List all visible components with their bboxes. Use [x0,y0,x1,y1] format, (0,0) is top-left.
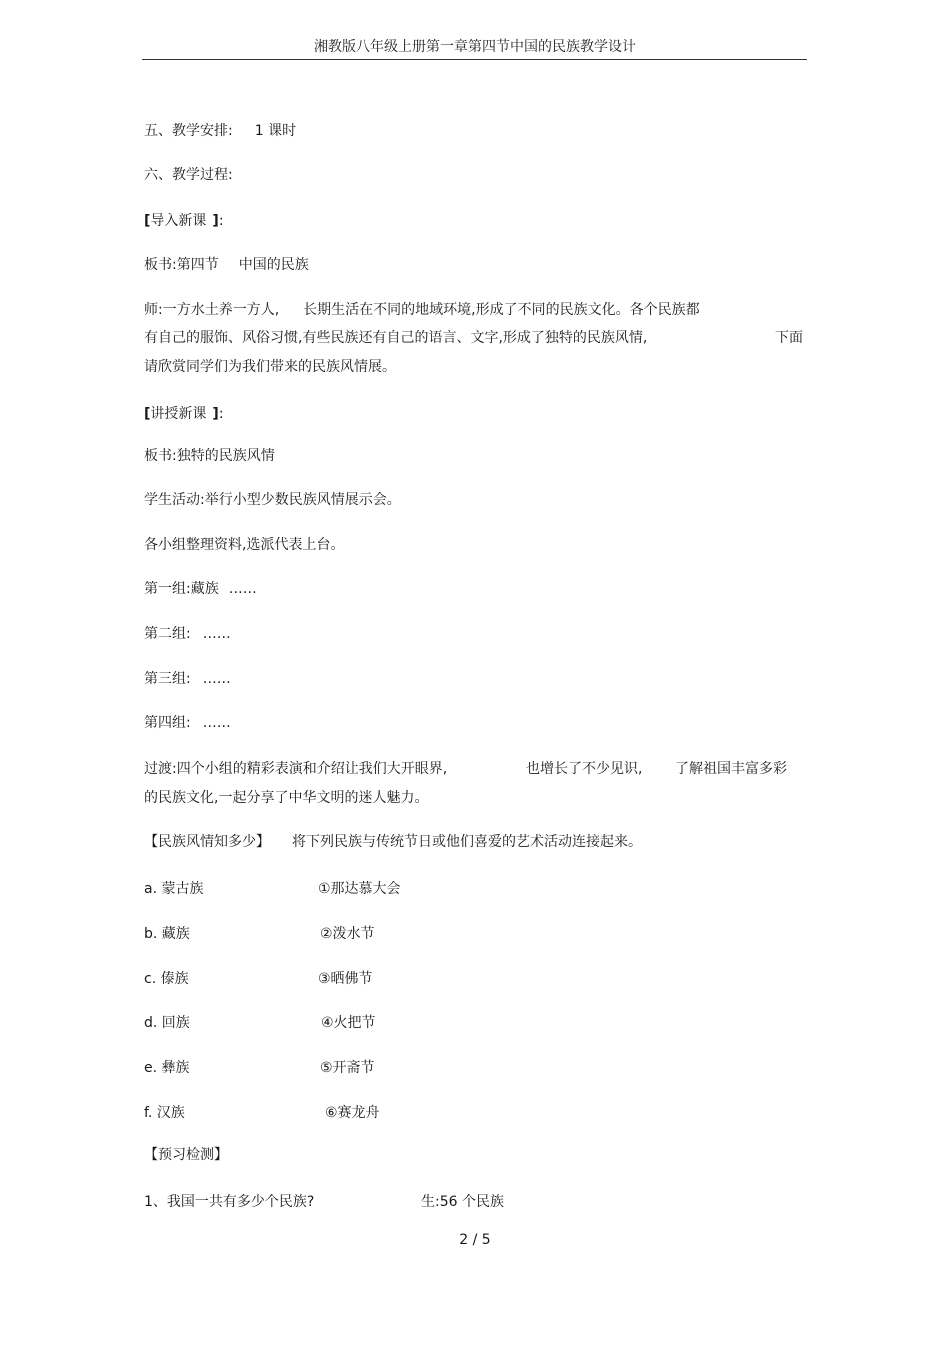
new-lesson-heading-text: 讲授新课 [150,406,207,422]
group-4-label: 第四组: [144,715,191,731]
group-2-line [144,624,231,644]
teaching-process-heading: 六、教学过程: [144,167,233,183]
intro-section-heading [144,211,224,231]
match-right-2: ②泼水节 [320,926,375,942]
intro-heading-text: 导入新课 [150,213,207,229]
group-2-label: 第二组: [144,626,191,642]
match-left-c: c. 傣族 [144,971,189,987]
match-right-5: ⑤开斋节 [320,1060,375,1076]
ethnic-customs-quiz-line [144,832,642,852]
group-3-ellipsis: …… [202,671,231,687]
match-right-1: ①那达慕大会 [318,881,401,897]
group-4-ellipsis: …… [202,715,231,731]
bracket-close: ] [212,213,219,229]
preview-check-heading: 【预习检测】 [144,1147,228,1163]
match-right-6: ⑥赛龙舟 [325,1105,380,1121]
student-activity-line: 学生活动:举行小型少数民族风情展示会。 [144,492,401,508]
match-right-3: ③晒佛节 [318,971,373,987]
match-left-f: f. 汉族 [144,1105,185,1121]
match-left-b: b. 藏族 [144,926,190,942]
match-left-e: e. 彝族 [144,1060,190,1076]
match-left-a: a. 蒙古族 [144,881,204,897]
schedule-label: 五、教学安排: [144,123,233,139]
match-right-4: ④火把节 [321,1015,376,1031]
teacher-speech-c: 有自己的服饰、风俗习惯,有些民族还有自己的语言、文字,形成了独特的民族风情, [144,330,648,346]
transition-b: 也增长了不少见识, [526,761,643,777]
teaching-schedule-line [144,121,296,141]
group-1-ellipsis: …… [228,581,257,597]
blackboard-title: 中国的民族 [238,257,309,273]
blackboard-line-2: 板书:独特的民族风情 [144,448,275,464]
quiz-heading: 【民族风情知多少】 [144,834,270,850]
teacher-speech-d: 下面 [775,330,803,346]
quiz-instruction: 将下列民族与传统节日或他们喜爱的艺术活动连接起来。 [292,834,642,850]
group-3-label: 第三组: [144,671,191,687]
answer-1: 生:56 个民族 [421,1194,504,1210]
group-2-ellipsis: …… [202,626,231,642]
group-4-line [144,713,231,733]
bracket-open: [ [144,406,151,422]
schedule-value: 1 课时 [254,123,297,139]
transition-line-2: 的民族文化,一起分享了中华文明的迷人魅力。 [144,790,429,806]
blackboard-line-1 [144,255,309,275]
transition-c: 了解祖国丰富多彩 [675,761,787,777]
new-lesson-heading [144,404,224,424]
page-header-title: 湘教版八年级上册第一章第四节中国的民族教学设计 [314,39,636,55]
transition-a: 过渡:四个小组的精彩表演和介绍让我们大开眼界, [144,761,448,777]
group-1-line [144,579,257,599]
groups-prepare-line: 各小组整理资料,选派代表上台。 [144,537,345,553]
teacher-speech-line-3: 请欣赏同学们为我们带来的民族风情展。 [144,359,396,375]
page-number: 2 / 5 [459,1232,491,1248]
heading-colon: : [218,406,224,422]
bracket-close: ] [212,406,219,422]
question-1: 1、我国一共有多少个民族? [144,1194,315,1210]
group-1-label: 第一组:藏族 [144,581,219,597]
heading-colon: : [218,213,224,229]
blackboard-label: 板书:第四节 [144,257,219,273]
header-rule [142,59,807,60]
match-left-d: d. 回族 [144,1015,190,1031]
teacher-speech-b: 长期生活在不同的地域环境,形成了不同的民族文化。各个民族都 [303,302,700,318]
bracket-open: [ [144,213,151,229]
teacher-speech-line-1 [144,300,700,320]
teacher-speech-a: 师:一方水土养一方人, [144,302,280,318]
group-3-line [144,669,231,689]
transition-line-1 [144,759,447,779]
teacher-speech-line-2 [144,328,647,348]
